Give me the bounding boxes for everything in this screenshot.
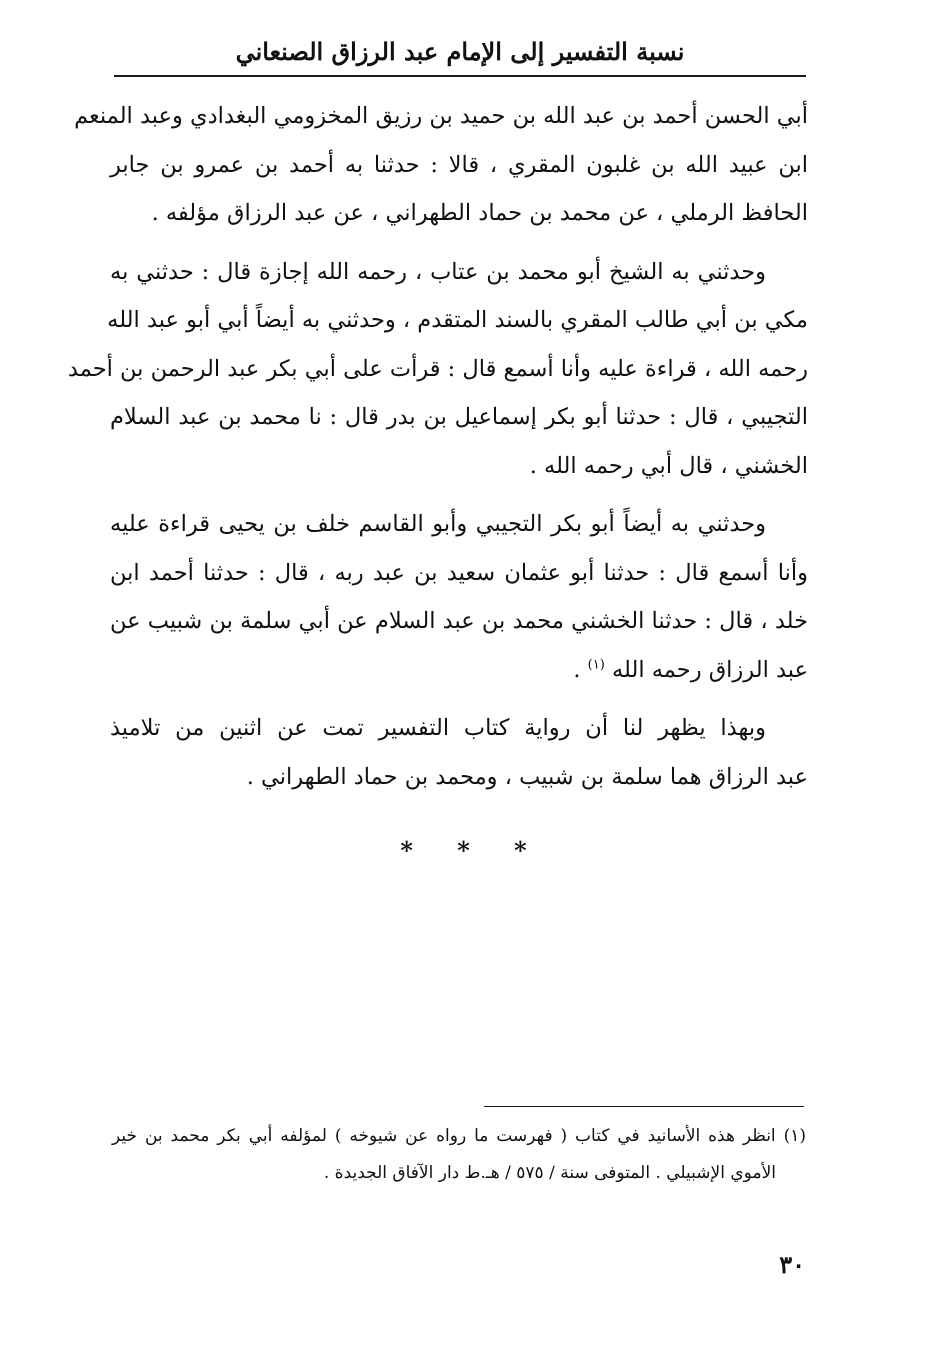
- header-rule: [114, 75, 806, 77]
- paragraph-2: [67, 248, 808, 491]
- text-line: رحمه الله ، قراءة عليه وأنا أسمع قال : قرأت على أبي بكر عبد الرحمن بن أحمد: [67, 355, 808, 382]
- body-text: [67, 92, 808, 811]
- page-number: ٣٠: [779, 1250, 805, 1279]
- text-line: وأنا أسمع قال : حدثنا أبو عثمان سعيد بن عبد ربه ، قال : حدثنا أحمد ابن: [110, 559, 808, 586]
- footnote-line: (١) انظر هذه الأسانيد في كتاب ( فهرست ما رواه عن شيوخه ) لمؤلفه أبي بكر محمد بن خير: [112, 1126, 806, 1146]
- text-segment: .: [573, 656, 588, 683]
- text-segment: عبد الرزاق رحمه الله: [611, 656, 808, 683]
- text-line-with-footnote: [110, 646, 808, 695]
- text-line: ابن عبيد الله بن غلبون المقري ، قالا : حدثنا به أحمد بن عمرو بن جابر: [110, 151, 808, 178]
- text-line: الحافظ الرملي ، عن محمد بن حماد الطهراني ، عن عبد الرزاق مؤلفه .: [151, 200, 808, 226]
- text-line: عبد الرزاق هما سلمة بن شبيب ، ومحمد بن حماد الطهراني .: [246, 763, 808, 790]
- paragraph-4: [110, 704, 808, 801]
- text-line: وحدثني به أيضاً أبو بكر التجيبي وأبو القاسم خلف بن يحيى قراءة عليه: [110, 511, 766, 537]
- running-header-title: نسبة التفسير إلى الإمام عبد الرزاق الصنعاني: [235, 37, 685, 66]
- text-line: التجيبي ، قال : حدثنا أبو بكر إسماعيل بن بدر قال : نا محمد بن عبد السلام: [110, 404, 808, 430]
- footnote-reference[interactable]: (١): [587, 657, 605, 672]
- paragraph-3: [110, 500, 808, 694]
- text-line: مكي بن أبي طالب المقري بالسند المتقدم ، وحدثني به أيضاً أبي أبو عبد الله: [107, 307, 808, 333]
- footnote-line: الأموي الإشبيلي . المتوفى سنة / ٥٧٥ / هـ.ط دار الآفاق الجديدة .: [323, 1163, 776, 1183]
- footnote-rule: [484, 1106, 804, 1107]
- text-line: أبي الحسن أحمد بن عبد الله بن حميد بن رزيق المخزومي البغدادي وعبد المنعم: [74, 103, 808, 129]
- text-line: خلد ، قال : حدثنا الخشني محمد بن عبد السلام عن أبي سلمة بن شبيب عن: [110, 608, 808, 634]
- text-line: الخشني ، قال أبي رحمه الله .: [529, 452, 808, 479]
- section-separator: * * *: [400, 836, 545, 865]
- footnotes: [112, 1118, 806, 1192]
- text-line: وحدثني به الشيخ أبو محمد بن عتاب ، رحمه الله إجازة قال : حدثني به: [110, 258, 766, 285]
- text-line: وبهذا يظهر لنا أن رواية كتاب التفسير تمت عن اثنين من تلاميذ: [110, 715, 766, 741]
- paragraph-1: [74, 92, 808, 238]
